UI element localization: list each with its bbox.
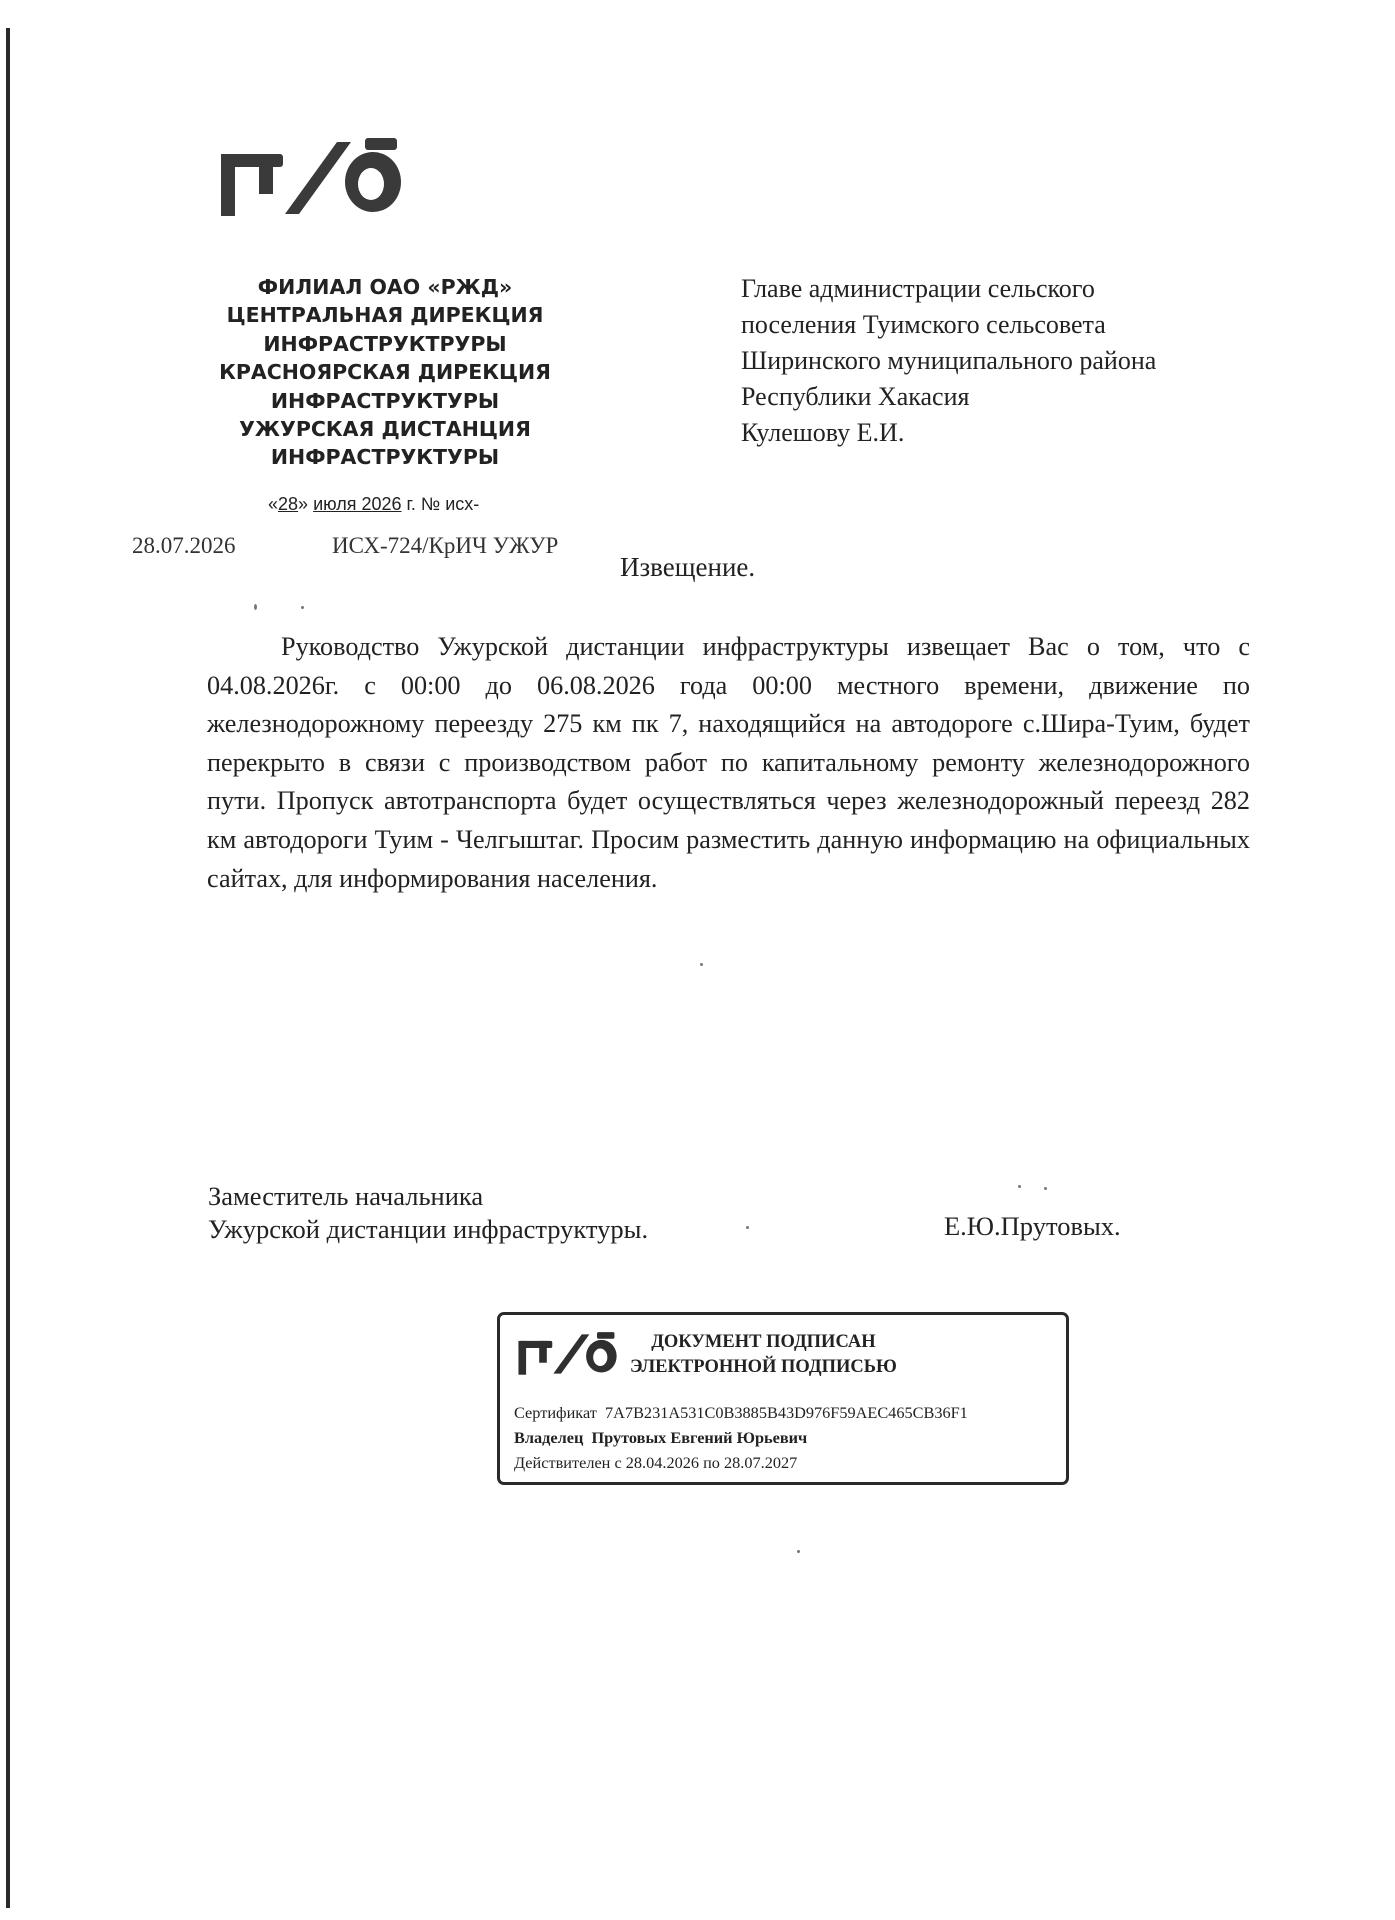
rzd-logo: [215, 134, 405, 222]
scan-speck: [700, 963, 703, 966]
addressee-line: Республики Хакасия: [741, 382, 970, 411]
stamp-certificate: [514, 1403, 968, 1423]
stamp-validity: Действителен с 28.04.2026 по 28.07.2027: [514, 1453, 798, 1472]
scan-speck: [797, 1550, 800, 1553]
outgoing-date-line: [268, 494, 479, 515]
owner-value: Прутовых Евгений Юрьевич: [591, 1428, 808, 1447]
org-line: ФИЛИАЛ ОАО «РЖД»: [257, 275, 513, 299]
date-open-quote: «: [268, 494, 279, 514]
date-suffix: г. № исх-: [406, 494, 480, 514]
date-day: 28: [278, 494, 299, 514]
registration-number: ИСХ-724/КрИЧ УЖУР: [332, 533, 559, 558]
date-month-year: июля 2026: [313, 494, 402, 514]
org-line: ЦЕНТРАЛЬНАЯ ДИРЕКЦИЯ: [226, 303, 544, 328]
addressee-line: Кулешову Е.И.: [741, 418, 905, 447]
addressee-block: [741, 271, 1156, 451]
stamp-owner: [514, 1428, 807, 1448]
stamp-heading-line: ДОКУМЕНТ ПОДПИСАН: [651, 1332, 876, 1352]
stamp-heading-line: ЭЛЕКТРОННОЙ ПОДПИСЬЮ: [630, 1357, 897, 1377]
scan-speck: [254, 604, 257, 610]
signatory-name: Е.Ю.Прутовых.: [944, 1211, 1121, 1241]
scan-speck: [1044, 1187, 1047, 1190]
certificate-value: 7A7B231A531C0B3885B43D976F59AEC465CB36F1: [605, 1403, 968, 1422]
signatory-title-line: Заместитель начальника: [208, 1181, 484, 1211]
electronic-signature-stamp: [497, 1312, 1069, 1485]
org-line: ИНФРАСТРУКТУРЫ: [270, 388, 500, 413]
scan-edge: [6, 28, 10, 1908]
stamp-heading: [630, 1330, 897, 1380]
registration-date: 28.07.2026: [132, 533, 236, 558]
scan-speck: [1018, 1185, 1021, 1188]
addressee-line: поселения Туимского сельсовета: [741, 310, 1106, 339]
scan-speck: [301, 606, 304, 609]
rzd-logo: [513, 1330, 621, 1378]
owner-label: Владелец: [514, 1428, 584, 1447]
addressee-line: Ширинского муниципального района: [741, 346, 1157, 375]
org-line: ИНФРАСТРУКТРУРЫ: [263, 331, 507, 356]
date-close-quote: »: [298, 494, 309, 514]
addressee-line: Главе администрации сельского: [741, 274, 1095, 303]
org-line: ИНФРАСТРУКТУРЫ: [270, 445, 500, 470]
document-title: Извещение.: [620, 552, 756, 582]
org-line: КРАСНОЯРСКАЯ ДИРЕКЦИЯ: [219, 360, 551, 385]
signatory-title: [208, 1180, 648, 1246]
org-line: УЖУРСКАЯ ДИСТАНЦИЯ: [239, 417, 531, 442]
scan-speck: [746, 1226, 749, 1229]
organization-block: [190, 273, 580, 472]
signatory-title-line: Ужурской дистанции инфраструктуры.: [208, 1214, 649, 1244]
body-paragraph: Руководство Ужурской дистанции инфраструктуры извещает Вас о том, что с 04.08.2026г. с 00:00 до 06.08.2026 года 00:00 местного времени, движение по железнодорожному переезду 275 км пк 7, находящийся на автодороге с.Шира-Туим, будет перекрыто в связи с производством работ по капитальному ремонту железнодорожного пути. Пропуск автотранспорта будет осуществляться через железнодорожный переезд 282 км автодороги Туим - Челгыштаг. Просим разместить данную информацию на официальных сайтах, для информирования населения.: [207, 632, 1250, 893]
certificate-label: Сертификат: [514, 1403, 597, 1422]
